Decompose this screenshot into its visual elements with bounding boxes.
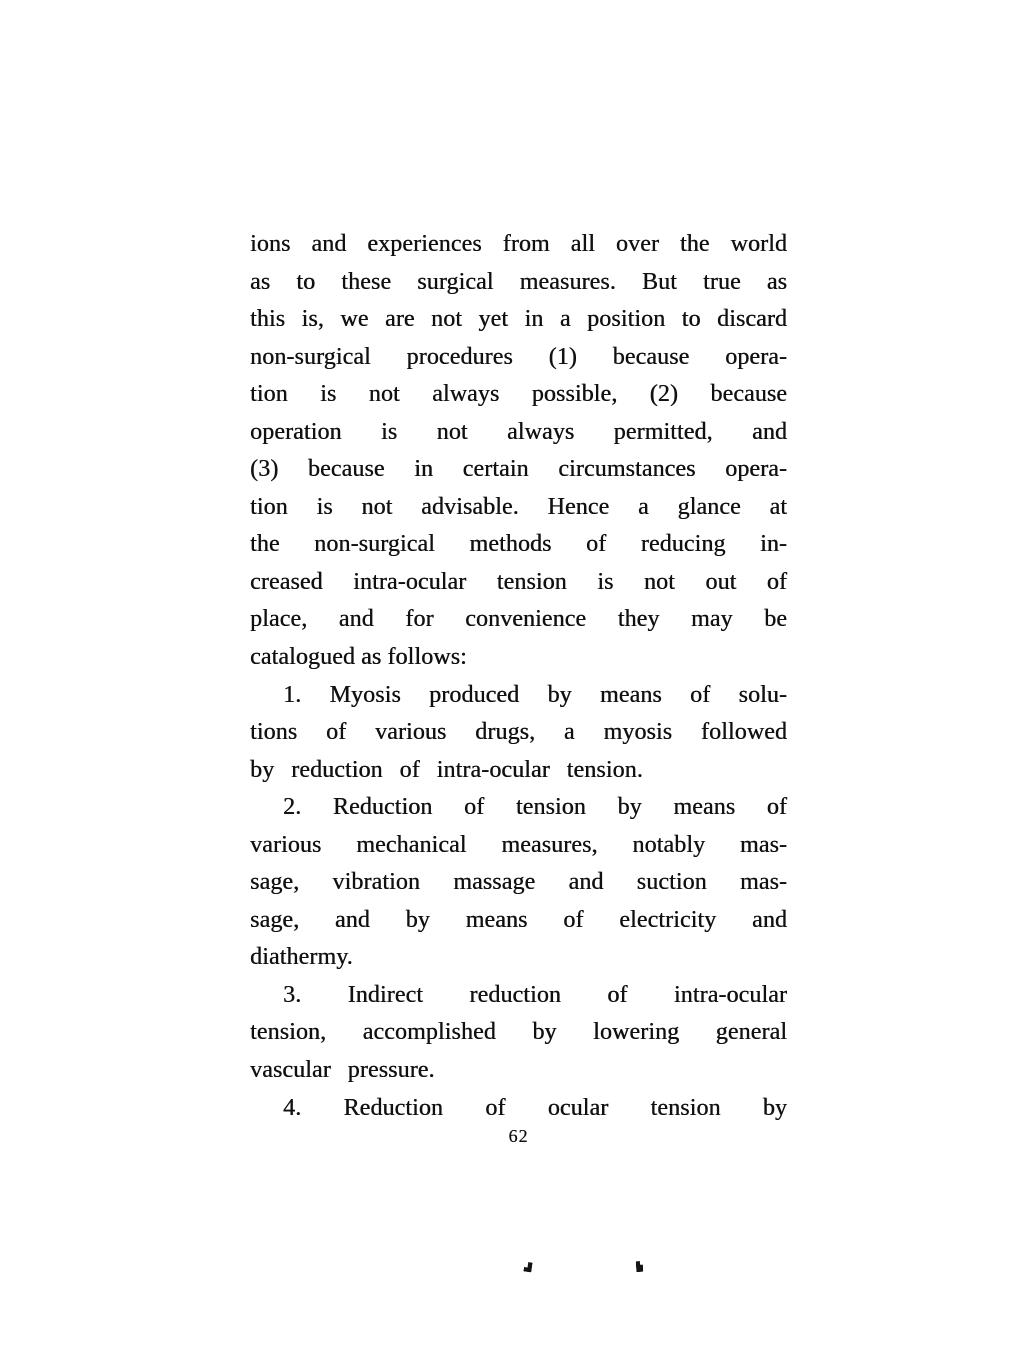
- ink-speck: [523, 1261, 532, 1272]
- text-line: sage, vibration massage and suction mas-: [250, 869, 787, 896]
- text-line: catalogued as follows:: [250, 644, 467, 671]
- list-item-2: 2. Reduction of tension by means of: [283, 794, 787, 821]
- text-line: as to these surgical measures. But true as: [250, 268, 787, 295]
- text-line: tion is not advisable. Hence a glance at: [250, 493, 787, 520]
- text-line: vascular pressure.: [250, 1057, 435, 1084]
- text-line: ions and experiences from all over the world: [250, 231, 787, 257]
- list-item-3: 3. Indirect reduction of intra-ocular: [283, 981, 787, 1008]
- text-line: non-surgical procedures (1) because opera-: [250, 343, 787, 370]
- text-line: (3) because in certain circumstances opera-: [250, 456, 787, 483]
- text-line: creased intra-ocular tension is not out of: [250, 568, 787, 595]
- list-item-4: 4. Reduction of ocular tension by: [283, 1094, 787, 1121]
- ink-speck: [636, 1261, 644, 1272]
- text-line: by reduction of intra-ocular tension.: [250, 756, 643, 783]
- text-line: various mechanical measures, notably mas-: [250, 831, 787, 858]
- text-line: tion is not always possible, (2) because: [250, 381, 787, 408]
- list-item-1: 1. Myosis produced by means of solu-: [283, 681, 787, 708]
- text-line: place, and for convenience they may be: [250, 606, 787, 633]
- text-line: the non-surgical methods of reducing in-: [250, 531, 787, 558]
- text-line: sage, and by means of electricity and: [250, 906, 787, 933]
- page-number: 62: [508, 1126, 529, 1146]
- text-block: [250, 226, 787, 1127]
- text-line: tions of various drugs, a myosis followed: [250, 719, 787, 746]
- text-line: operation is not always permitted, and: [250, 418, 787, 445]
- text-line: tension, accomplished by lowering general: [250, 1019, 787, 1046]
- text-line: this is, we are not yet in a position to discard: [250, 306, 787, 333]
- text-line: diathermy.: [250, 944, 353, 971]
